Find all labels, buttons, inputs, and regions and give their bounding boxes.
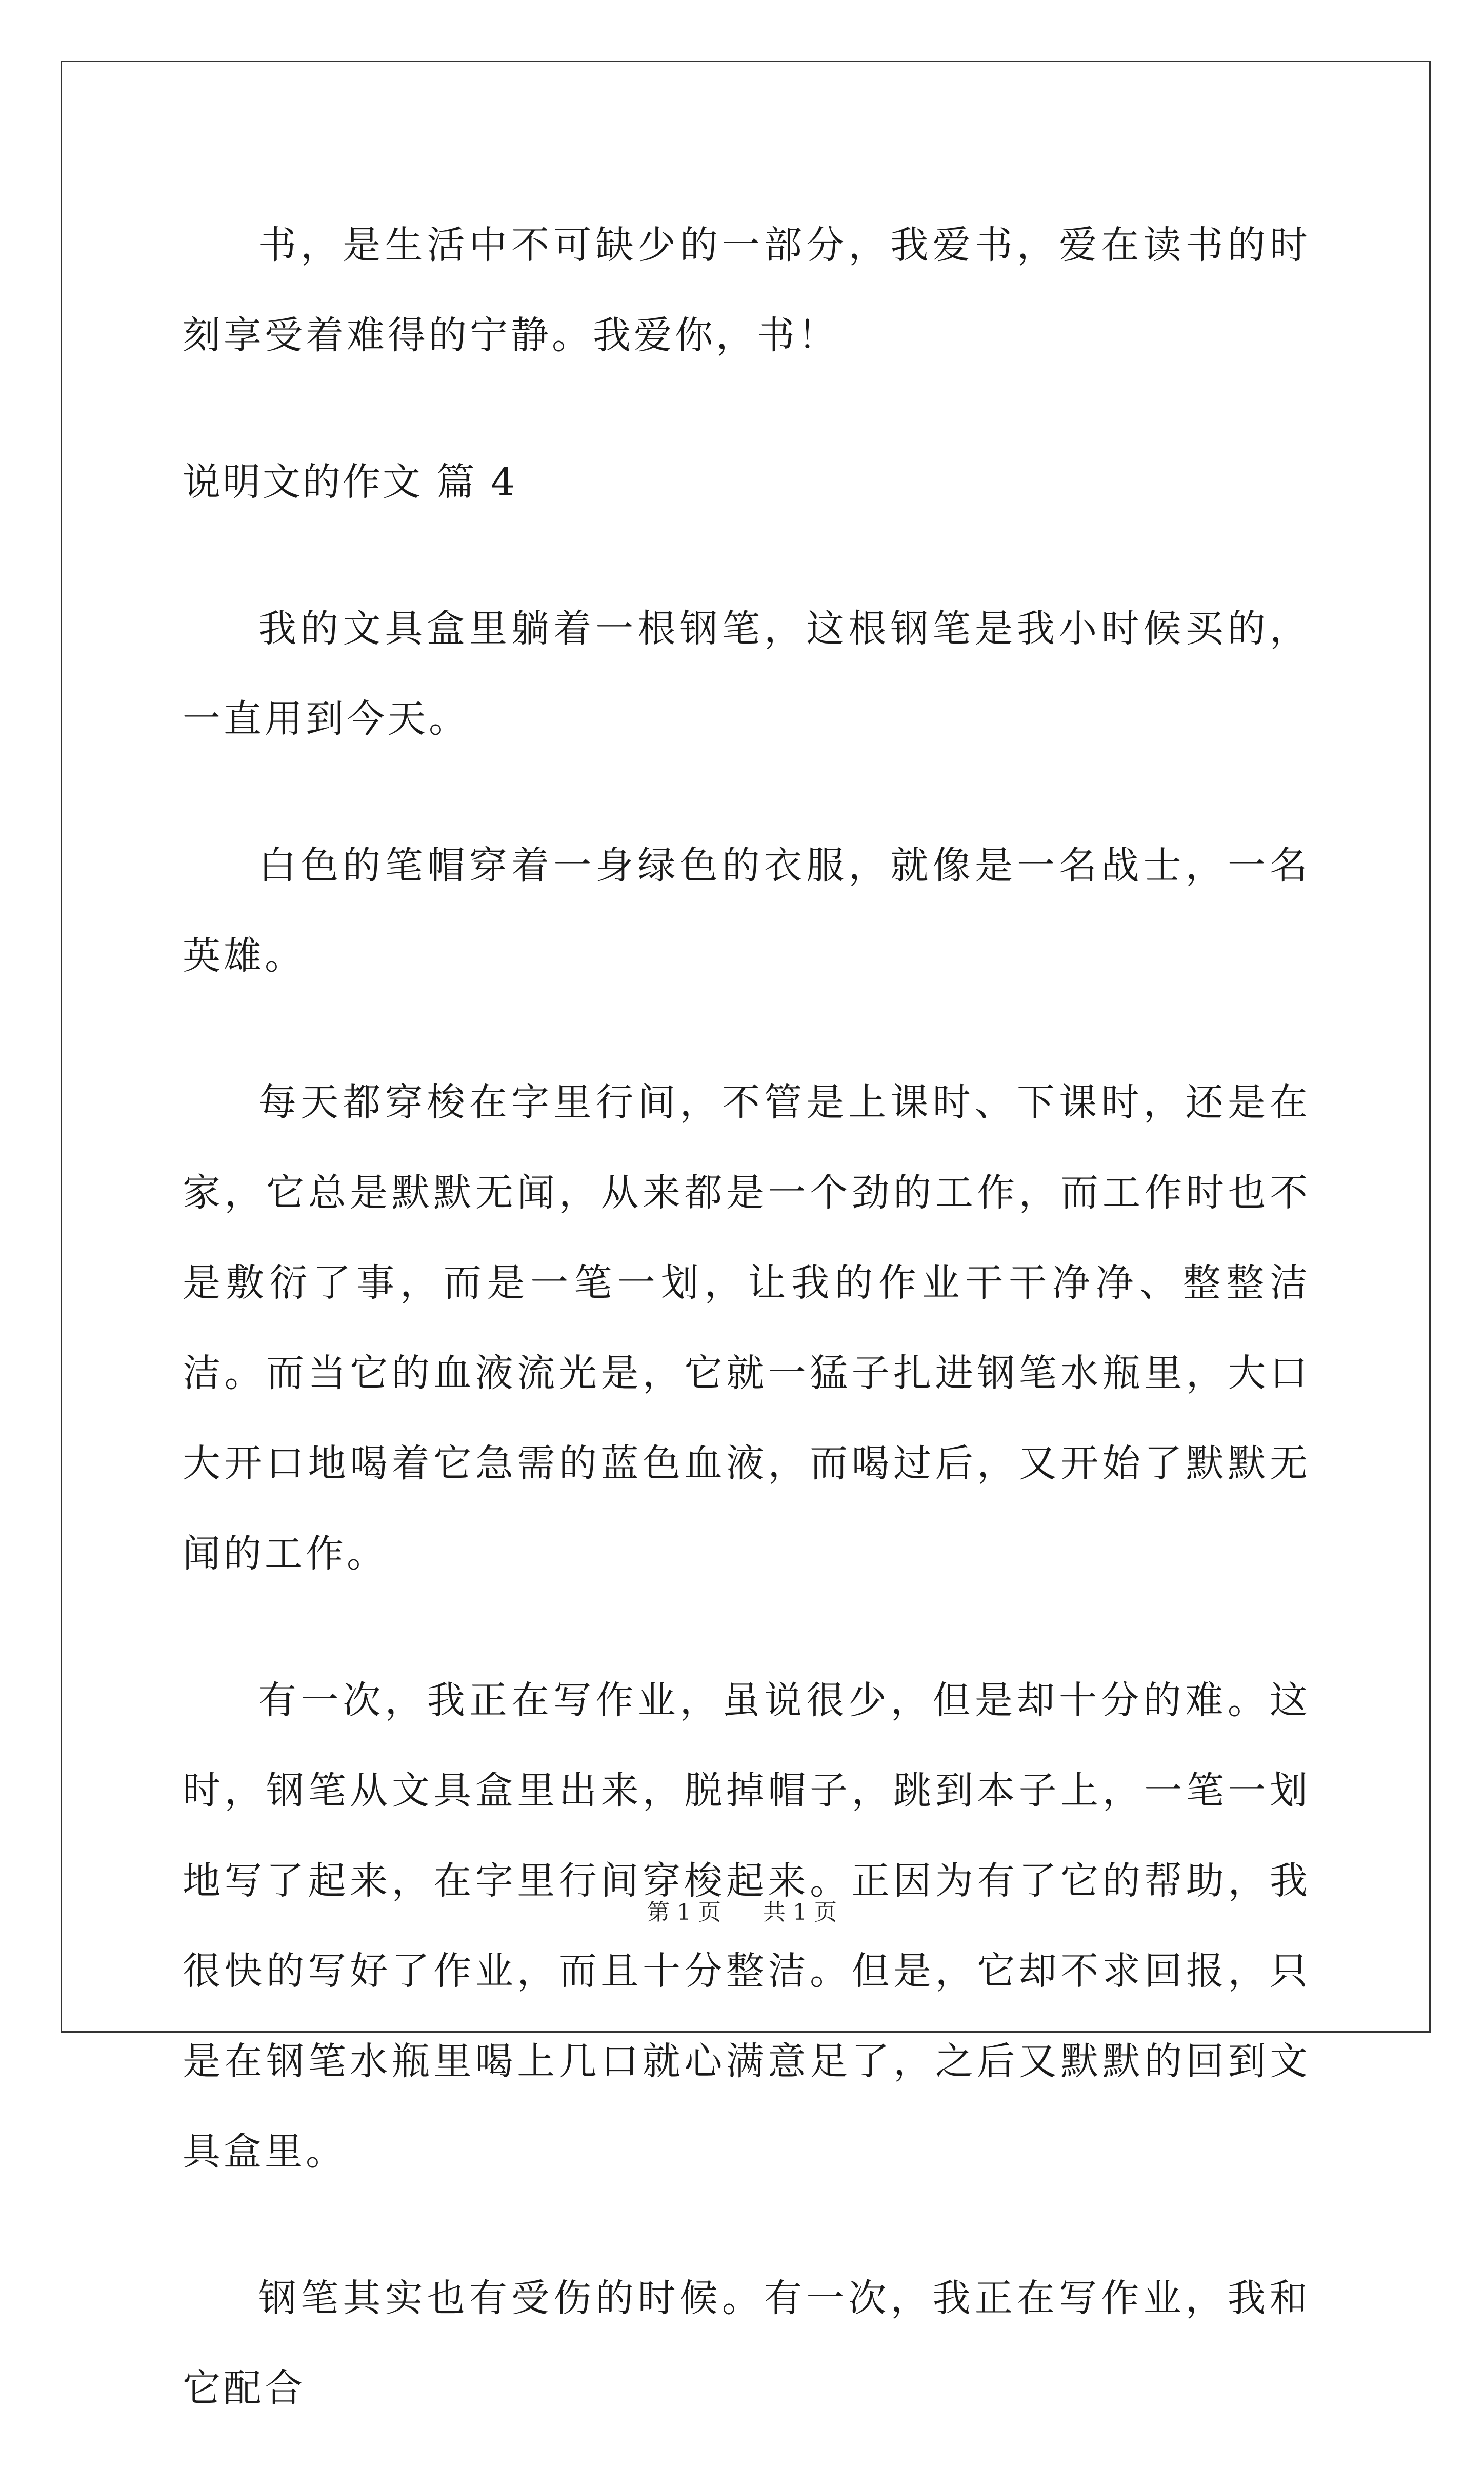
paragraph-2: 我的文具盒里躺着一根钢笔，这根钢笔是我小时候买的，一直用到今天。 <box>183 607 1311 741</box>
section-heading: 说明文的作文 篇 4 <box>183 460 517 504</box>
paragraph-4: 每天都穿梭在字里行间，不管是上课时、下课时，还是在家，它总是默默无闻，从来都是一个劲的工作，而工作时也不是敷衍了事，而是一笔一划，让我的作业干干净净、整整洁洁。而当它的血液流光是，它就一猛子扎进钢笔水瓶里，大口大开口地喝着它急需的蓝色血液，而喝过后，又开始了默默无闻的工作。 <box>183 1080 1311 1576</box>
total-pages: 共 1 页 <box>763 1899 837 1925</box>
paragraph-5: 有一次，我正在写作业，虽说很少，但是却十分的难。这时，钢笔从文具盒里出来，脱掉帽子，跳到本子上，一笔一划地写了起来，在字里行间穿梭起来。正因为有了它的帮助，我很快的写好了作业，而且十分整洁。但是，它却不求回报，只是在钢笔水瓶里喝上几口就心满意足了，之后又默默的回到文具盒里。 <box>183 1678 1311 2174</box>
page-number: 第 1 页 <box>647 1899 721 1925</box>
document-body <box>183 200 1311 2490</box>
paragraph-1: 书，是生活中不可缺少的一部分，我爱书，爱在读书的时刻享受着难得的宁静。我爱你，书！ <box>183 223 1311 357</box>
paragraph-6: 钢笔其实也有受伤的时候。有一次，我正在写作业，我和它配合 <box>183 2276 1311 2411</box>
page-footer <box>0 1897 1484 1928</box>
paragraph-3: 白色的笔帽穿着一身绿色的衣服，就像是一名战士，一名英雄。 <box>183 844 1311 978</box>
